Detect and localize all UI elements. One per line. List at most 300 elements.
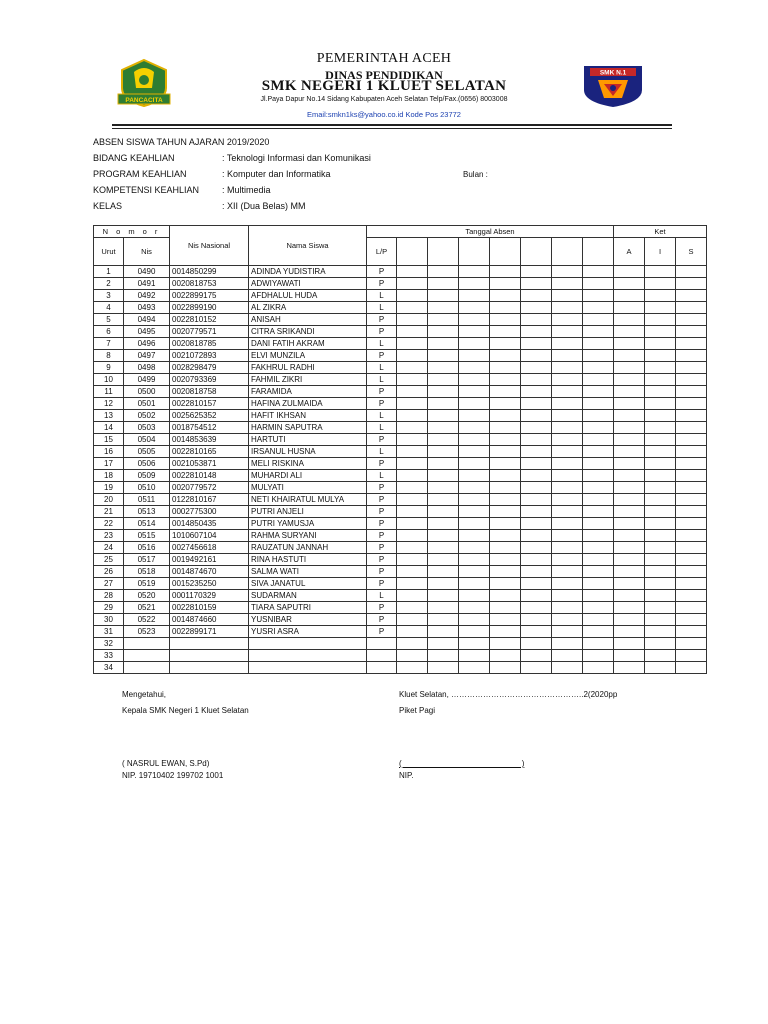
- cell-urut: 34: [94, 662, 124, 674]
- cell-date: [521, 314, 552, 326]
- cell-ket: [614, 290, 645, 302]
- cell-nis-nasional: 0022899190: [170, 302, 249, 314]
- cell-date: [428, 434, 459, 446]
- cell-nama-siswa: RINA HASTUTI: [249, 554, 367, 566]
- cell-date: [521, 302, 552, 314]
- cell-date: [490, 518, 521, 530]
- cell-ket: [645, 566, 676, 578]
- cell-urut: 18: [94, 470, 124, 482]
- cell-date: [583, 434, 614, 446]
- cell-date: [490, 494, 521, 506]
- cell-date: [397, 506, 428, 518]
- cell-ket: [676, 506, 707, 518]
- cell-date: [428, 302, 459, 314]
- info-value-bidang: : Teknologi Informasi dan Komunikasi: [222, 153, 371, 163]
- table-row: [94, 266, 707, 278]
- cell-urut: 19: [94, 482, 124, 494]
- cell-nis-nasional: 0122810167: [170, 494, 249, 506]
- cell-ket: [614, 542, 645, 554]
- cell-date: [459, 398, 490, 410]
- cell-nama-siswa: YUSRI ASRA: [249, 626, 367, 638]
- cell-date: [459, 386, 490, 398]
- cell-date: [428, 386, 459, 398]
- cell-date: [397, 374, 428, 386]
- cell-date: [397, 494, 428, 506]
- cell-date: [552, 314, 583, 326]
- cell-ket: [614, 338, 645, 350]
- cell-ket: [645, 638, 676, 650]
- cell-date: [490, 602, 521, 614]
- cell-ket: [676, 542, 707, 554]
- cell-date: [490, 350, 521, 362]
- cell-date: [459, 410, 490, 422]
- cell-date: [490, 542, 521, 554]
- cell-ket: [614, 350, 645, 362]
- cell-ket: [645, 470, 676, 482]
- cell-date: [459, 470, 490, 482]
- cell-nama-siswa: FARAMIDA: [249, 386, 367, 398]
- cell-date: [397, 302, 428, 314]
- header-date-col: [583, 238, 614, 266]
- cell-date: [490, 362, 521, 374]
- cell-nama-siswa: AFDHALUL HUDA: [249, 290, 367, 302]
- cell-lp: L: [367, 470, 397, 482]
- cell-nis: 0517: [124, 554, 170, 566]
- cell-date: [583, 614, 614, 626]
- cell-date: [521, 530, 552, 542]
- cell-nis: 0499: [124, 374, 170, 386]
- cell-ket: [676, 290, 707, 302]
- table-row: [94, 302, 707, 314]
- cell-ket: [676, 638, 707, 650]
- cell-ket: [645, 578, 676, 590]
- cell-date: [583, 458, 614, 470]
- cell-date: [521, 350, 552, 362]
- cell-date: [459, 362, 490, 374]
- cell-urut: 4: [94, 302, 124, 314]
- cell-nama-siswa: ANISAH: [249, 314, 367, 326]
- cell-nis-nasional: 0025625352: [170, 410, 249, 422]
- cell-urut: 2: [94, 278, 124, 290]
- cell-nis: 0502: [124, 410, 170, 422]
- cell-date: [552, 386, 583, 398]
- cell-date: [397, 350, 428, 362]
- cell-lp: [367, 638, 397, 650]
- cell-lp: L: [367, 422, 397, 434]
- cell-lp: P: [367, 602, 397, 614]
- cell-date: [521, 554, 552, 566]
- cell-date: [428, 446, 459, 458]
- cell-nis: 0506: [124, 458, 170, 470]
- cell-date: [459, 278, 490, 290]
- header-department: DINAS PENDIDIKAN: [325, 68, 443, 82]
- footer-kepala-title: Kepala SMK Negeri 1 Kluet Selatan: [122, 706, 249, 715]
- cell-date: [397, 482, 428, 494]
- cell-urut: 32: [94, 638, 124, 650]
- cell-date: [459, 566, 490, 578]
- cell-date: [583, 374, 614, 386]
- cell-nis: 0518: [124, 566, 170, 578]
- cell-ket: [645, 338, 676, 350]
- cell-date: [583, 326, 614, 338]
- footer-piket: Piket Pagi: [399, 706, 436, 715]
- cell-lp: [367, 662, 397, 674]
- cell-ket: [645, 614, 676, 626]
- cell-date: [459, 614, 490, 626]
- cell-nama-siswa: ELVI MUNZILA: [249, 350, 367, 362]
- cell-lp: P: [367, 578, 397, 590]
- cell-date: [583, 398, 614, 410]
- cell-ket: [614, 482, 645, 494]
- cell-lp: P: [367, 434, 397, 446]
- cell-nis-nasional: 0022810157: [170, 398, 249, 410]
- cell-nis-nasional: 0014874660: [170, 614, 249, 626]
- cell-date: [459, 290, 490, 302]
- cell-lp: P: [367, 530, 397, 542]
- cell-ket: [614, 422, 645, 434]
- cell-date: [490, 554, 521, 566]
- cell-lp: P: [367, 614, 397, 626]
- cell-nama-siswa: FAKHRUL RADHI: [249, 362, 367, 374]
- cell-date: [552, 362, 583, 374]
- cell-nis-nasional: [170, 638, 249, 650]
- cell-date: [428, 482, 459, 494]
- cell-date: [459, 530, 490, 542]
- cell-ket: [645, 518, 676, 530]
- cell-ket: [614, 494, 645, 506]
- cell-date: [428, 494, 459, 506]
- cell-date: [552, 350, 583, 362]
- cell-date: [552, 530, 583, 542]
- table-row: [94, 338, 707, 350]
- cell-date: [521, 470, 552, 482]
- cell-ket: [645, 326, 676, 338]
- cell-date: [521, 566, 552, 578]
- cell-ket: [676, 470, 707, 482]
- cell-nama-siswa: MULYATI: [249, 482, 367, 494]
- cell-nis-nasional: 0014850299: [170, 266, 249, 278]
- cell-nis-nasional: 0022810159: [170, 602, 249, 614]
- cell-ket: [614, 614, 645, 626]
- cell-ket: [676, 554, 707, 566]
- cell-ket: [645, 410, 676, 422]
- document-title: ABSEN SISWA TAHUN AJARAN 2019/2020: [93, 137, 270, 147]
- header-nomor: N o m o r: [94, 226, 170, 238]
- cell-ket: [645, 386, 676, 398]
- cell-ket: [645, 530, 676, 542]
- cell-urut: 28: [94, 590, 124, 602]
- cell-date: [521, 602, 552, 614]
- cell-ket: [614, 506, 645, 518]
- cell-date: [459, 662, 490, 674]
- cell-date: [397, 290, 428, 302]
- cell-ket: [645, 626, 676, 638]
- cell-date: [521, 434, 552, 446]
- cell-date: [490, 662, 521, 674]
- cell-date: [428, 506, 459, 518]
- cell-nis: [124, 638, 170, 650]
- header-date-col: [459, 238, 490, 266]
- cell-date: [552, 470, 583, 482]
- cell-ket: [614, 566, 645, 578]
- cell-date: [397, 578, 428, 590]
- cell-lp: P: [367, 386, 397, 398]
- cell-date: [521, 578, 552, 590]
- cell-lp: L: [367, 290, 397, 302]
- cell-date: [552, 590, 583, 602]
- cell-date: [397, 410, 428, 422]
- cell-urut: 11: [94, 386, 124, 398]
- cell-date: [397, 338, 428, 350]
- cell-ket: [676, 350, 707, 362]
- cell-ket: [676, 518, 707, 530]
- cell-nis: 0521: [124, 602, 170, 614]
- cell-nis-nasional: 0022810152: [170, 314, 249, 326]
- cell-date: [428, 290, 459, 302]
- cell-nis: 0509: [124, 470, 170, 482]
- cell-date: [397, 590, 428, 602]
- cell-date: [552, 290, 583, 302]
- cell-nama-siswa: [249, 662, 367, 674]
- cell-date: [521, 386, 552, 398]
- cell-nis-nasional: 0022899171: [170, 626, 249, 638]
- cell-date: [459, 542, 490, 554]
- cell-date: [428, 614, 459, 626]
- cell-date: [490, 458, 521, 470]
- table-row: [94, 398, 707, 410]
- cell-lp: L: [367, 590, 397, 602]
- cell-ket: [645, 542, 676, 554]
- cell-date: [521, 326, 552, 338]
- cell-date: [428, 398, 459, 410]
- cell-ket: [645, 302, 676, 314]
- cell-nis-nasional: 0014850435: [170, 518, 249, 530]
- cell-nis-nasional: 0027456618: [170, 542, 249, 554]
- header-tanggal-absen: Tanggal Absen: [367, 226, 614, 238]
- cell-urut: 27: [94, 578, 124, 590]
- cell-nama-siswa: IRSANUL HUSNA: [249, 446, 367, 458]
- cell-date: [428, 650, 459, 662]
- cell-date: [521, 518, 552, 530]
- header-urut: Urut: [94, 238, 124, 266]
- cell-nis: 0510: [124, 482, 170, 494]
- cell-nama-siswa: [249, 650, 367, 662]
- cell-date: [428, 278, 459, 290]
- cell-date: [521, 494, 552, 506]
- info-label-program: PROGRAM KEAHLIAN: [93, 169, 187, 179]
- cell-date: [428, 638, 459, 650]
- cell-ket: [645, 458, 676, 470]
- cell-ket: [614, 434, 645, 446]
- header-ket-a: A: [614, 238, 645, 266]
- cell-lp: P: [367, 518, 397, 530]
- cell-date: [583, 302, 614, 314]
- cell-nis: 0494: [124, 314, 170, 326]
- cell-date: [490, 578, 521, 590]
- cell-ket: [614, 578, 645, 590]
- cell-date: [583, 350, 614, 362]
- cell-date: [583, 278, 614, 290]
- cell-date: [490, 590, 521, 602]
- cell-ket: [645, 422, 676, 434]
- cell-date: [490, 506, 521, 518]
- cell-nama-siswa: HARTUTI: [249, 434, 367, 446]
- cell-ket: [614, 626, 645, 638]
- cell-ket: [645, 278, 676, 290]
- header-nis-nasional: Nis Nasional: [170, 226, 249, 266]
- cell-date: [397, 554, 428, 566]
- cell-date: [397, 386, 428, 398]
- info-value-program: : Komputer dan Informatika: [222, 169, 331, 179]
- cell-nis: 0519: [124, 578, 170, 590]
- cell-date: [583, 626, 614, 638]
- cell-ket: [645, 650, 676, 662]
- cell-date: [428, 350, 459, 362]
- cell-date: [397, 434, 428, 446]
- cell-date: [397, 566, 428, 578]
- cell-date: [459, 266, 490, 278]
- cell-date: [428, 410, 459, 422]
- cell-ket: [676, 386, 707, 398]
- cell-nama-siswa: RAHMA SURYANI: [249, 530, 367, 542]
- cell-date: [552, 482, 583, 494]
- cell-lp: P: [367, 542, 397, 554]
- cell-lp: L: [367, 338, 397, 350]
- cell-ket: [676, 578, 707, 590]
- cell-date: [552, 302, 583, 314]
- cell-ket: [676, 314, 707, 326]
- cell-nama-siswa: FAHMIL ZIKRI: [249, 374, 367, 386]
- cell-nis-nasional: 0021053871: [170, 458, 249, 470]
- cell-urut: 7: [94, 338, 124, 350]
- cell-lp: P: [367, 494, 397, 506]
- header-ket-s: S: [676, 238, 707, 266]
- cell-nis-nasional: 0014853639: [170, 434, 249, 446]
- cell-ket: [645, 446, 676, 458]
- cell-date: [490, 266, 521, 278]
- cell-date: [521, 290, 552, 302]
- cell-ket: [676, 650, 707, 662]
- cell-nis-nasional: [170, 662, 249, 674]
- cell-nis-nasional: 0020818758: [170, 386, 249, 398]
- header-ket: Ket: [614, 226, 707, 238]
- cell-urut: 10: [94, 374, 124, 386]
- cell-lp: P: [367, 506, 397, 518]
- cell-lp: P: [367, 314, 397, 326]
- cell-nis: 0522: [124, 614, 170, 626]
- cell-date: [428, 662, 459, 674]
- cell-date: [428, 518, 459, 530]
- cell-date: [583, 590, 614, 602]
- cell-nis-nasional: 0002775300: [170, 506, 249, 518]
- cell-ket: [645, 434, 676, 446]
- cell-date: [583, 338, 614, 350]
- cell-date: [583, 554, 614, 566]
- cell-ket: [614, 326, 645, 338]
- cell-date: [552, 614, 583, 626]
- cell-ket: [614, 278, 645, 290]
- cell-ket: [676, 410, 707, 422]
- cell-date: [552, 518, 583, 530]
- cell-date: [490, 530, 521, 542]
- cell-ket: [614, 518, 645, 530]
- cell-date: [397, 662, 428, 674]
- cell-ket: [676, 566, 707, 578]
- cell-date: [552, 422, 583, 434]
- cell-lp: L: [367, 446, 397, 458]
- cell-date: [459, 590, 490, 602]
- cell-ket: [614, 458, 645, 470]
- cell-ket: [676, 626, 707, 638]
- cell-ket: [676, 422, 707, 434]
- cell-urut: 15: [94, 434, 124, 446]
- header-government: PEMERINTAH ACEH: [316, 51, 452, 66]
- cell-date: [490, 338, 521, 350]
- cell-nama-siswa: YUSNIBAR: [249, 614, 367, 626]
- cell-date: [521, 482, 552, 494]
- footer-place-date: Kluet Selatan, …………………………………………..2(2020pp: [399, 690, 618, 699]
- cell-date: [428, 326, 459, 338]
- cell-date: [521, 266, 552, 278]
- cell-ket: [614, 386, 645, 398]
- cell-urut: 22: [94, 518, 124, 530]
- cell-date: [490, 626, 521, 638]
- cell-ket: [676, 614, 707, 626]
- cell-lp: P: [367, 626, 397, 638]
- cell-date: [552, 410, 583, 422]
- cell-urut: 9: [94, 362, 124, 374]
- cell-date: [428, 554, 459, 566]
- cell-ket: [645, 602, 676, 614]
- cell-date: [583, 362, 614, 374]
- cell-urut: 23: [94, 530, 124, 542]
- table-row: [94, 314, 707, 326]
- cell-date: [459, 350, 490, 362]
- cell-date: [521, 506, 552, 518]
- table-row: [94, 638, 707, 650]
- cell-ket: [676, 278, 707, 290]
- cell-ket: [676, 434, 707, 446]
- cell-ket: [676, 602, 707, 614]
- cell-date: [428, 338, 459, 350]
- footer-piket-name: ( ): [399, 759, 525, 768]
- cell-nama-siswa: TIARA SAPUTRI: [249, 602, 367, 614]
- cell-date: [521, 410, 552, 422]
- header-date-col: [397, 238, 428, 266]
- cell-date: [490, 566, 521, 578]
- cell-date: [397, 458, 428, 470]
- cell-urut: 31: [94, 626, 124, 638]
- info-value-kompetensi: : Multimedia: [222, 185, 271, 195]
- cell-date: [583, 314, 614, 326]
- cell-lp: P: [367, 566, 397, 578]
- cell-date: [490, 470, 521, 482]
- cell-ket: [614, 590, 645, 602]
- table-row: [94, 554, 707, 566]
- cell-nis: 0492: [124, 290, 170, 302]
- cell-ket: [676, 398, 707, 410]
- cell-date: [490, 386, 521, 398]
- cell-date: [397, 542, 428, 554]
- cell-date: [459, 302, 490, 314]
- cell-date: [552, 446, 583, 458]
- cell-date: [428, 266, 459, 278]
- cell-date: [428, 566, 459, 578]
- cell-date: [552, 458, 583, 470]
- table-row: [94, 650, 707, 662]
- table-row: [94, 566, 707, 578]
- cell-date: [397, 362, 428, 374]
